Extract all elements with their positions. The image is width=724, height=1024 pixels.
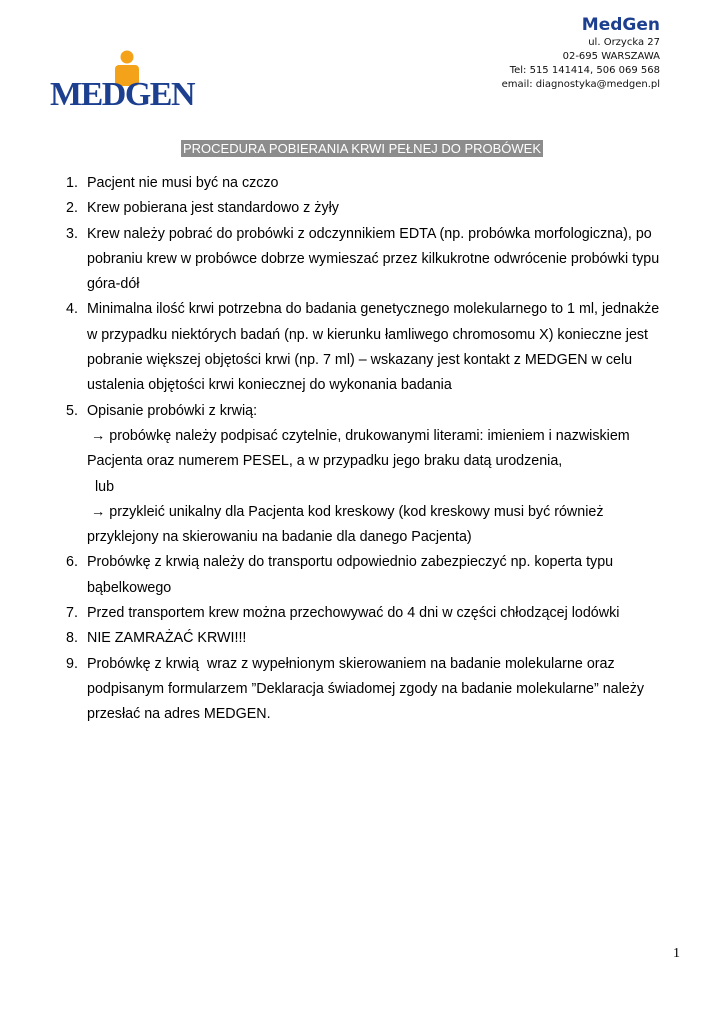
item-number: 4.	[66, 301, 78, 318]
item-text: → przykleić unikalny dla Pacjenta kod kreskowy (kod kreskowy musi być również	[87, 503, 604, 520]
list-item	[66, 222, 686, 298]
title-container	[0, 140, 724, 158]
list-item	[66, 196, 686, 221]
item-text: pobranie większej objętości krwi (np. 7 ml) – wskazany jest kontakt z MEDGEN w celu	[87, 352, 633, 369]
address-line: 02-695 WARSZAWA	[562, 51, 660, 62]
item-text: Probówkę z krwią wraz z wypełnionym skierowaniem na badanie molekularne oraz	[87, 655, 615, 672]
medgen-logo	[50, 50, 200, 114]
list-item	[66, 550, 686, 601]
item-text: przesłać na adres MEDGEN.	[87, 706, 271, 723]
item-text: Pacjenta oraz numerem PESEL, a w przypadku jego braku datą urodzenia,	[87, 453, 563, 470]
list-item	[66, 297, 686, 398]
phone-line: Tel: 515 141414, 506 069 568	[509, 65, 660, 76]
list-item	[66, 171, 686, 196]
item-number: 7.	[66, 605, 78, 622]
item-text: NIE ZAMRAŻAĆ KRWI!!!	[87, 630, 247, 647]
item-text: lub	[87, 478, 115, 495]
item-text: podpisanym formularzem ”Deklaracja świadomej zgody na badanie molekularne” należy	[87, 680, 645, 697]
logo-text: MEDGEN	[50, 76, 194, 113]
item-number: 3.	[66, 225, 78, 242]
item-text: Krew pobierana jest standardowo z żyły	[87, 200, 339, 217]
item-text: Krew należy pobrać do probówki z odczynnikiem EDTA (np. probówka morfologiczna), po	[87, 225, 652, 242]
item-text: Przed transportem krew można przechowywać do 4 dni w części chłodzącej lodówki	[87, 605, 620, 622]
list-item	[66, 652, 686, 728]
item-text: Pacjent nie musi być na czczo	[87, 175, 279, 191]
item-number: 2.	[66, 200, 78, 217]
item-text: ustalenia objętości krwi koniecznej do wykonania badania	[87, 377, 452, 394]
item-text: góra-dół	[87, 276, 140, 293]
item-text: Minimalna ilość krwi potrzebna do badania genetycznego molekularnego to 1 ml, jednakże	[87, 301, 660, 318]
item-text: przyklejony na skierowaniu na badanie dla danego Pacjenta)	[87, 529, 472, 546]
list-item	[66, 626, 686, 651]
company-info	[502, 14, 660, 92]
item-text: pobraniu krew w probówce dobrze wymieszać przez kilkukrotne odwrócenie probówki typu	[87, 250, 660, 267]
item-text: Probówkę z krwią należy do transportu odpowiednio zabezpieczyć np. koperta typu	[87, 554, 614, 571]
item-text: Opisanie probówki z krwią:	[87, 402, 258, 419]
item-text: → probówkę należy podpisać czytelnie, drukowanymi literami: imieniem i nazwiskiem	[87, 427, 630, 444]
email-line: email: diagnostyka@medgen.pl	[501, 79, 660, 90]
company-name: MedGen	[581, 15, 660, 35]
item-number: 8.	[66, 630, 78, 647]
document-title: PROCEDURA POBIERANIA KRWI PEŁNEJ DO PROBÓWEK	[182, 141, 542, 156]
item-number: 6.	[66, 554, 78, 571]
item-text: w przypadku niektórych badań (np. w kierunku łamliwego chromosomu X) konieczne jest	[87, 326, 649, 343]
item-number: 9.	[66, 655, 78, 672]
address-line: ul. Orzycka 27	[588, 37, 660, 48]
procedure-list	[66, 171, 686, 728]
list-item	[66, 601, 686, 626]
item-number: 5.	[66, 402, 78, 419]
list-item	[66, 399, 686, 551]
item-text: bąbelkowego	[87, 579, 172, 596]
item-number: 1.	[66, 175, 78, 191]
page-number: 1	[673, 946, 680, 961]
